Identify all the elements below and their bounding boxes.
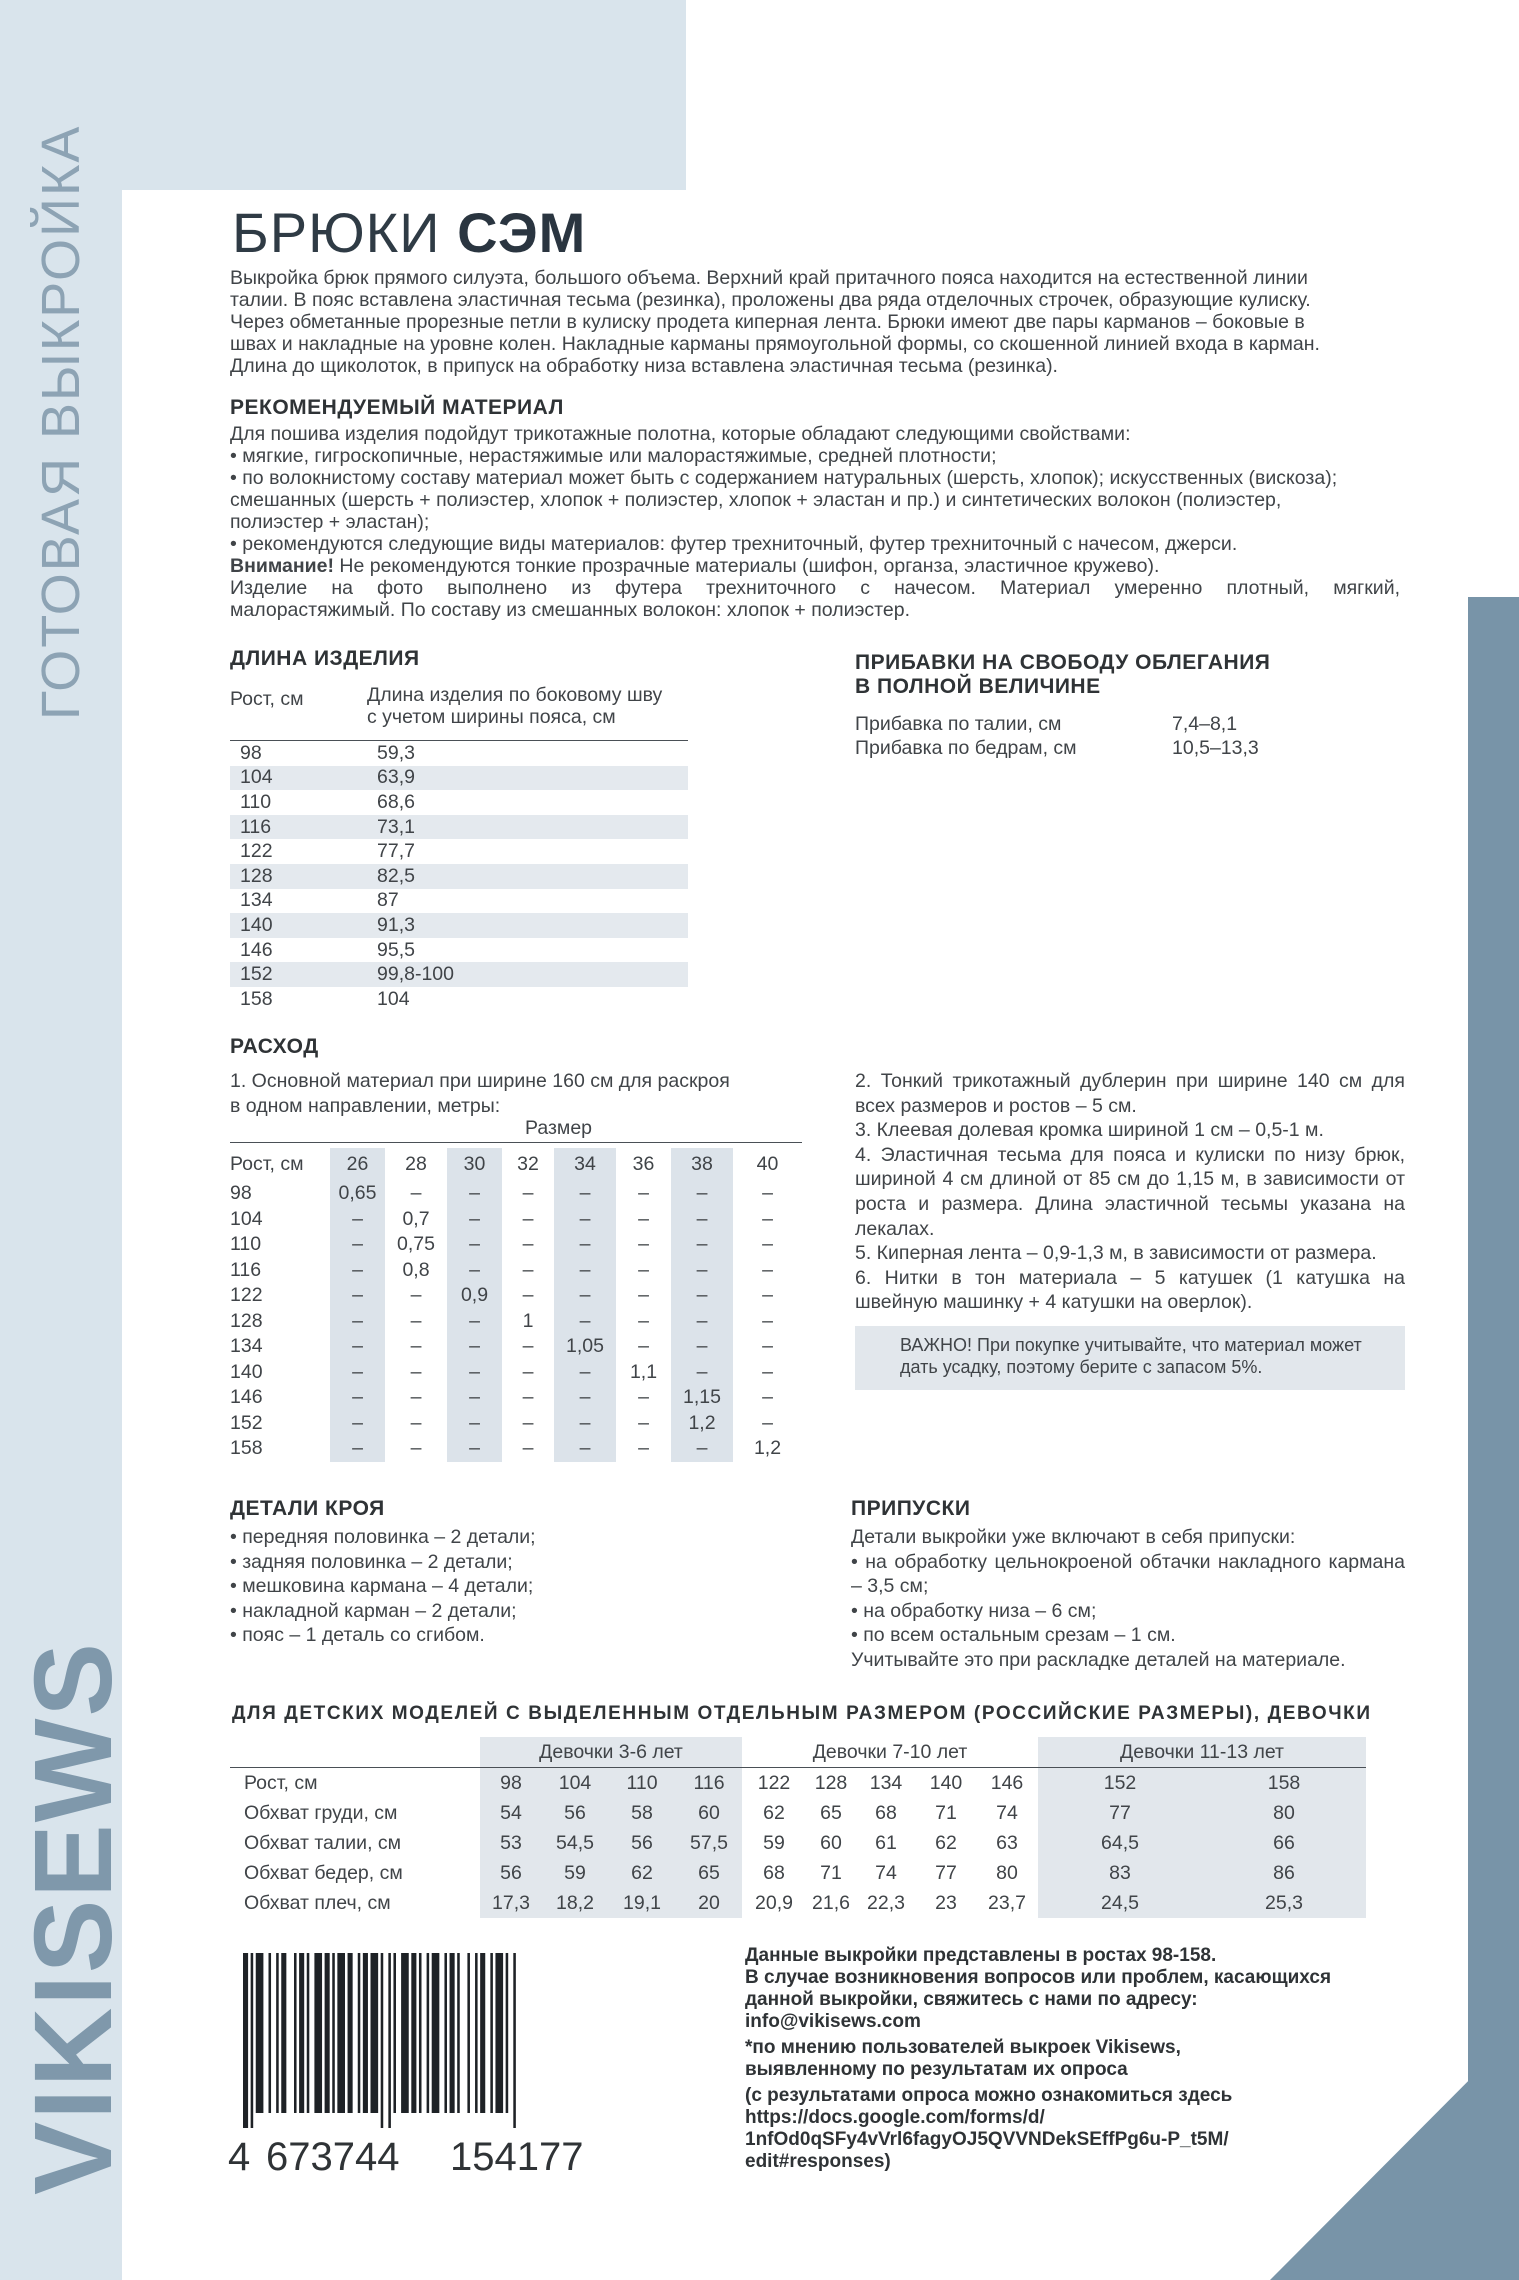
barcode-digits-left: 673744 <box>266 2135 400 2179</box>
ease-heading: ПРИБАВКИ НА СВОБОДУ ОБЛЕГАНИЯ В ПОЛНОЙ ВЕЛИЧИНЕ <box>855 651 1271 698</box>
sizes-row <box>230 1768 1366 1799</box>
consumption-value-cell: – <box>410 1335 422 1358</box>
consumption-value-cell: – <box>330 1360 385 1386</box>
consumption-value-cell: – <box>671 1207 733 1233</box>
consumption-value-cell: – <box>447 1207 502 1233</box>
consumption-value-cell: – <box>522 1258 534 1281</box>
consumption-row <box>230 1334 802 1360</box>
consumption-value-cell: – <box>671 1334 733 1360</box>
consumption-value-cell: – <box>410 1182 422 1205</box>
consumption-value-cell: – <box>671 1309 733 1335</box>
length-row <box>230 889 688 914</box>
sizes-value-cell: 25,3 <box>1202 1888 1366 1918</box>
consumption-row <box>230 1385 802 1411</box>
consumption-value-cell: – <box>638 1386 649 1409</box>
length-height-cell: 104 <box>230 766 367 791</box>
consumption-row <box>230 1436 802 1462</box>
barcode-bar <box>381 1953 384 2128</box>
consumption-value-cell: – <box>522 1411 534 1434</box>
sizes-value-cell: 104 <box>542 1768 608 1799</box>
consumption-height-cell: 146 <box>230 1386 263 1409</box>
sizes-row-label: Обхват груди, см <box>244 1801 398 1824</box>
consumption-value-cell: – <box>638 1309 649 1332</box>
length-value-cell: 87 <box>377 889 399 912</box>
consumption-height-cell: 116 <box>230 1258 262 1281</box>
ease-waist-value: 7,4–8,1 <box>1172 713 1238 735</box>
length-row <box>230 913 688 938</box>
details-list: • передняя половинка – 2 детали; • задняя половинка – 2 детали; • мешковина кармана – 4 детали; • накладной карман – 2 детали; • пояс – 1 деталь со сгибом. <box>230 1526 536 1647</box>
consumption-size-header: 40 <box>756 1153 779 1175</box>
length-row <box>230 938 688 963</box>
barcode-bar <box>371 1953 379 2113</box>
consumption-value-cell: – <box>671 1283 733 1309</box>
side-title: ГОТОВАЯ ВЫКРОЙКА <box>31 124 91 720</box>
consumption-value-cell: – <box>762 1182 773 1205</box>
consumption-value-cell: – <box>554 1207 616 1233</box>
barcode-bar <box>432 1953 440 2113</box>
length-value-cell: 73,1 <box>367 815 688 840</box>
length-col-length: Длина изделия по боковому шву с учетом ширины пояса, см <box>367 684 663 728</box>
consumption-header-row <box>230 1148 802 1181</box>
material-heading: РЕКОМЕНДУЕМЫЙ МАТЕРИАЛ <box>230 396 564 419</box>
consumption-value-cell: – <box>522 1386 534 1409</box>
consumption-value-cell: – <box>554 1232 616 1258</box>
ease-hip-label: Прибавка по бедрам, см <box>855 737 1077 759</box>
sizes-value-cell: 23 <box>935 1891 957 1914</box>
barcode-bar <box>251 1953 254 2128</box>
sizes-value-cell: 116 <box>676 1768 742 1799</box>
consumption-value-cell: – <box>554 1283 616 1309</box>
consumption-value-cell: – <box>522 1335 534 1358</box>
length-value-cell: 59,3 <box>367 741 688 766</box>
consumption-value-cell: – <box>330 1436 385 1462</box>
consumption-row <box>230 1232 802 1258</box>
sizes-row-label: Рост, см <box>244 1771 318 1794</box>
consumption-value-cell: – <box>410 1284 422 1307</box>
consumption-value-cell: – <box>638 1437 649 1460</box>
consumption-table <box>230 1148 802 1462</box>
consumption-height-cell: 140 <box>230 1360 263 1383</box>
sizes-value-cell: 98 <box>480 1768 542 1799</box>
length-row <box>230 815 688 840</box>
barcode-digits-right: 154177 <box>450 2135 584 2179</box>
consumption-row <box>230 1207 802 1233</box>
barcode-bar <box>475 1953 478 2113</box>
sizes-value-cell: 80 <box>996 1861 1018 1884</box>
consumption-value-cell: – <box>522 1437 534 1460</box>
consumption-value-cell: – <box>762 1258 773 1281</box>
length-value-cell: 77,7 <box>377 840 415 863</box>
length-row <box>230 766 688 791</box>
sizes-value-cell: 77 <box>1038 1798 1202 1828</box>
consumption-value-cell: – <box>330 1309 385 1335</box>
consumption-size-header: 30 <box>447 1148 502 1181</box>
sizes-value-cell: 22,3 <box>867 1891 905 1914</box>
sizes-value-cell: 54,5 <box>542 1828 608 1858</box>
barcode-bar <box>269 1953 272 2113</box>
barcode-bar <box>411 1953 416 2113</box>
consumption-rule <box>230 1142 802 1143</box>
length-height-cell: 110 <box>240 790 272 813</box>
sizes-value-cell: 21,6 <box>812 1891 850 1914</box>
barcode-bar <box>299 1953 304 2113</box>
barcode-bar <box>480 1953 485 2113</box>
sizes-value-cell: 24,5 <box>1038 1888 1202 1918</box>
barcode <box>243 1953 603 2128</box>
sizes-value-cell: 23,7 <box>988 1891 1026 1914</box>
consumption-value-cell: – <box>638 1233 649 1256</box>
consumption-value-cell: – <box>762 1411 773 1434</box>
consumption-height-cell: 122 <box>230 1284 263 1307</box>
consumption-row <box>230 1181 802 1207</box>
ease-hip-value: 10,5–13,3 <box>1172 737 1259 759</box>
consumption-value-cell: – <box>330 1385 385 1411</box>
consumption-value-cell: 1,1 <box>629 1360 658 1383</box>
sizes-value-cell: 65 <box>820 1801 842 1824</box>
consumption-value-cell: – <box>554 1258 616 1284</box>
consumption-size-header: 32 <box>517 1153 539 1175</box>
length-value-cell: 63,9 <box>367 766 688 791</box>
sizes-row <box>230 1798 1366 1828</box>
consumption-height-cell: 104 <box>230 1207 263 1230</box>
sizes-value-cell: 64,5 <box>1038 1828 1202 1858</box>
length-row <box>230 864 688 889</box>
sizes-group-header: Девочки 3-6 лет <box>480 1737 742 1768</box>
consumption-value-cell: – <box>762 1309 773 1332</box>
page-title: БРЮКИ СЭМ <box>232 201 587 264</box>
sizes-value-cell: 18,2 <box>542 1888 608 1918</box>
consumption-value-cell: – <box>638 1335 649 1358</box>
barcode-bar <box>332 1953 335 2113</box>
consumption-value-cell: 1,15 <box>671 1385 733 1411</box>
consumption-value-cell: – <box>447 1309 502 1335</box>
consumption-value-cell: – <box>330 1258 385 1284</box>
length-row <box>230 839 688 864</box>
consumption-value-cell: – <box>554 1181 616 1207</box>
consumption-value-cell: – <box>554 1385 616 1411</box>
consumption-value-cell: – <box>671 1232 733 1258</box>
consumption-value-cell: – <box>638 1207 649 1230</box>
sizes-value-cell: 61 <box>875 1831 897 1854</box>
length-value-cell: 91,3 <box>367 913 688 938</box>
consumption-value-cell: – <box>762 1335 773 1358</box>
sizes-value-cell: 74 <box>875 1861 897 1884</box>
barcode-bar <box>401 1953 409 2113</box>
length-row <box>230 790 688 815</box>
consumption-value-cell: – <box>330 1207 385 1233</box>
consumption-row <box>230 1411 802 1437</box>
consumption-value-cell: – <box>762 1360 773 1383</box>
barcode-bar <box>457 1953 460 2113</box>
sizes-value-cell: 68 <box>875 1801 897 1824</box>
length-height-cell: 122 <box>240 840 273 863</box>
sizes-value-cell: 140 <box>929 1771 963 1794</box>
barcode-bar <box>276 1953 279 2113</box>
length-row <box>230 741 688 766</box>
consumption-value-cell: – <box>762 1284 773 1307</box>
warning-box: ВАЖНО! При покупке учитывайте, что материал может дать усадку, поэтому берите с запасом 5%. <box>855 1326 1405 1390</box>
consumption-value-cell: 1,2 <box>753 1437 782 1460</box>
length-height-cell: 134 <box>240 889 273 912</box>
length-row <box>230 987 688 1012</box>
consumption-value-cell: – <box>638 1182 649 1205</box>
footer-info: Данные выкройки представлены в ростах 98-158. В случае возникновения вопросов или проблем, касающихся данной выкройки, свяжитесь с нами по адресу: info@vikisews.com *по мнению пользователей выкроек Vikisews, выявленному по результатам их опроса (с результатами опроса можно ознакомиться здесь https://docs.google.com/forms/d/ 1nfOd0qSFy4vVrl6fagyOJ5QVVNDekSEffPg6u-P_t5M/ edit#responses) <box>745 1945 1332 2172</box>
consumption-value-cell: – <box>330 1334 385 1360</box>
sizes-value-cell: 19,1 <box>608 1888 676 1918</box>
allowances-list: Детали выкройки уже включают в себя припуски: • на обработку цельнокроеной обтачки накладного кармана – 3,5 см; • на обработку низа – 6 см; • по всем остальным срезам – 1 см. Учитывайте это при раскладке деталей на материале. <box>851 1526 1405 1671</box>
consumption-heading: РАСХОД <box>230 1035 319 1058</box>
barcode-bar <box>495 1953 503 2113</box>
sizes-value-cell: 158 <box>1202 1768 1366 1799</box>
length-height-cell: 152 <box>230 962 367 987</box>
consumption-value-cell: 0,9 <box>447 1283 502 1309</box>
sizes-value-cell: 71 <box>935 1801 957 1824</box>
consumption-height-cell: 128 <box>230 1309 263 1332</box>
consumption-value-cell: – <box>554 1309 616 1335</box>
barcode-bar <box>363 1953 368 2113</box>
sizes-value-cell: 146 <box>990 1771 1024 1794</box>
length-col-height: Рост, см <box>230 688 304 710</box>
consumption-value-cell: – <box>410 1411 422 1434</box>
sizes-value-cell: 17,3 <box>480 1888 542 1918</box>
survey-link: https://docs.google.com/forms/d/ <box>745 2107 1045 2128</box>
consumption-value-cell: – <box>671 1360 733 1386</box>
consumption-value-cell: – <box>522 1182 534 1205</box>
consumption-size-header: 38 <box>671 1148 733 1181</box>
consumption-value-cell: – <box>330 1283 385 1309</box>
barcode-bar <box>450 1953 455 2113</box>
consumption-value-cell: – <box>638 1258 649 1281</box>
length-height-cell: 128 <box>230 864 367 889</box>
consumption-value-cell: – <box>522 1233 534 1256</box>
material-text: Для пошива изделия подойдут трикотажные полотна, которые обладают следующими свойствами: • мягкие, гигроскопичные, нерастяжимые или малорастяжимые, средней плотности; • по волокнистому составу материал может быть с содержанием натуральных (шерсть, хлопок); искусственных (вискоза); смешанных (шерсть + полиэстер, хлопок + полиэстер, хлопок + эластан и пр.) и синтетических волокон (полиэстер, полиэстер + эластан); • рекомендуются следующие виды материалов: футер трехниточный, футер трехниточный с начесом, джерси. Внимание! Не рекомендуются тонкие прозрачные материалы (шифон, органза, эластичное кружево). Изделие на фото выполнено из футера трехниточного с начесом. Материал умеренно плотный, мягкий, малорастяжимый. По составу из смешанных волокон: хлопок + полиэстер. <box>230 423 1400 621</box>
consumption-size-header: 26 <box>330 1148 385 1181</box>
sizes-value-cell: 80 <box>1202 1798 1366 1828</box>
sizes-value-cell: 54 <box>480 1798 542 1828</box>
consumption-value-cell: – <box>410 1309 422 1332</box>
sizes-value-cell: 65 <box>676 1858 742 1888</box>
consumption-height-cell: 158 <box>230 1437 263 1460</box>
length-value-cell: 95,5 <box>377 938 415 961</box>
consumption-value-cell: – <box>554 1411 616 1437</box>
consumption-size-header: 28 <box>405 1153 427 1175</box>
sizes-value-cell: 56 <box>542 1798 608 1828</box>
length-height-cell: 146 <box>240 938 273 961</box>
consumption-height-cell: 134 <box>230 1335 263 1358</box>
barcode-bar <box>427 1953 430 2113</box>
consumption-intro: 1. Основной материал при ширине 160 см для раскроя в одном направлении, метры: <box>230 1070 730 1117</box>
consumption-value-cell: – <box>522 1360 534 1383</box>
length-height-cell: 140 <box>230 913 367 938</box>
length-table <box>230 740 688 1012</box>
consumption-value-cell: 1,05 <box>554 1334 616 1360</box>
sizes-value-cell: 62 <box>935 1831 957 1854</box>
sizes-group-header: Девочки 11-13 лет <box>1038 1737 1366 1768</box>
sizes-value-cell: 152 <box>1038 1768 1202 1799</box>
sizes-value-cell: 134 <box>869 1771 903 1794</box>
consumption-value-cell: – <box>410 1437 422 1460</box>
barcode-bar <box>358 1953 361 2113</box>
consumption-value-cell: – <box>671 1258 733 1284</box>
sizes-heading: ДЛЯ ДЕТСКИХ МОДЕЛЕЙ С ВЫДЕЛЕННЫМ ОТДЕЛЬНЫМ РАЗМЕРОМ (РОССИЙСКИЕ РАЗМЕРЫ), ДЕВОЧКИ <box>232 1703 1372 1724</box>
consumption-value-cell: – <box>447 1181 502 1207</box>
size-label: Размер <box>525 1117 593 1139</box>
consumption-value-cell: 0,7 <box>402 1207 430 1230</box>
allowances-heading: ПРИПУСКИ <box>851 1497 971 1520</box>
contact-email: info@vikisews.com <box>745 2011 921 2032</box>
consumption-value-cell: – <box>554 1360 616 1386</box>
consumption-value-cell: – <box>447 1411 502 1437</box>
consumption-value-cell: 0,65 <box>330 1181 385 1207</box>
ease-waist-label: Прибавка по талии, см <box>855 713 1062 735</box>
consumption-row <box>230 1360 802 1386</box>
brand-logo: VIKISEWS <box>12 1641 135 2195</box>
sizes-value-cell: 59 <box>542 1858 608 1888</box>
sizes-value-cell: 68 <box>763 1861 785 1884</box>
intro-text: Выкройка брюк прямого силуэта, большого объема. Верхний край притачного пояса находится на естественной линии талии. В пояс вставлена эластичная тесьма (резинка), проложены два ряда отделочных строчек, образующие кулиску. Через обметанные прорезные петли в кулиску продета киперная лента. Брюки имеют две пары карманов – боковые в швах и накладные на уровне колен. Накладные карманы прямоугольной формы, со скошенной линией входа в карман. Длина до щиколоток, в припуск на обработку низа вставлена эластичная тесьма (резинка). <box>230 267 1320 377</box>
details-heading: ДЕТАЛИ КРОЯ <box>230 1497 385 1520</box>
barcode-bar <box>490 1953 493 2113</box>
sizes-group-row <box>230 1737 1366 1768</box>
consumption-row-label: Рост, см <box>230 1153 304 1175</box>
barcode-bar <box>281 1953 286 2113</box>
sizes-value-cell: 122 <box>757 1771 791 1794</box>
consumption-value-cell: 0,8 <box>402 1258 430 1281</box>
length-heading: ДЛИНА ИЗДЕЛИЯ <box>230 647 420 670</box>
barcode-bar <box>307 1953 310 2113</box>
length-height-cell: 98 <box>230 741 367 766</box>
consumption-height-cell: 152 <box>230 1411 263 1434</box>
consumption-height-cell: 110 <box>230 1233 262 1256</box>
length-height-cell: 116 <box>230 815 367 840</box>
sizes-row <box>230 1888 1366 1918</box>
sizes-value-cell: 128 <box>814 1771 848 1794</box>
length-value-cell: 82,5 <box>367 864 688 889</box>
length-value-cell: 99,8-100 <box>367 962 688 987</box>
consumption-value-cell: – <box>762 1386 773 1409</box>
consumption-value-cell: 1,2 <box>671 1411 733 1437</box>
consumption-value-cell: – <box>638 1284 649 1307</box>
consumption-row <box>230 1258 802 1284</box>
barcode-bar <box>388 1953 391 2128</box>
sizes-table <box>230 1737 1366 1918</box>
consumption-value-cell: – <box>638 1411 649 1434</box>
sizes-row-label: Обхват плеч, см <box>244 1891 391 1914</box>
length-value-cell: 104 <box>377 987 410 1010</box>
length-height-cell: 158 <box>240 987 273 1010</box>
consumption-value-cell: – <box>554 1436 616 1462</box>
sizes-value-cell: 56 <box>480 1858 542 1888</box>
consumption-row <box>230 1283 802 1309</box>
consumption-value-cell: 0,75 <box>397 1233 435 1256</box>
length-value-cell: 68,6 <box>377 790 415 813</box>
sizes-value-cell: 77 <box>935 1861 957 1884</box>
consumption-value-cell: – <box>447 1232 502 1258</box>
consumption-value-cell: – <box>447 1360 502 1386</box>
consumption-value-cell: – <box>330 1232 385 1258</box>
barcode-bar <box>506 1953 509 2113</box>
barcode-bar <box>325 1953 330 2113</box>
sizes-row <box>230 1828 1366 1858</box>
consumption-value-cell: – <box>410 1386 422 1409</box>
barcode-bar <box>444 1953 447 2113</box>
barcode-bar <box>419 1953 422 2113</box>
consumption-size-header: 34 <box>554 1148 616 1181</box>
consumption-row <box>230 1309 802 1335</box>
barcode-bar <box>393 1953 396 2113</box>
barcode-bar <box>294 1953 297 2113</box>
consumption-value-cell: – <box>410 1360 422 1383</box>
sizes-row-label: Обхват бедер, см <box>244 1861 403 1884</box>
sizes-row <box>230 1858 1366 1888</box>
barcode-bar <box>348 1953 353 2113</box>
consumption-value-cell: – <box>330 1411 385 1437</box>
barcode-bar <box>314 1953 322 2113</box>
sizes-value-cell: 20,9 <box>755 1891 793 1914</box>
consumption-value-cell: – <box>762 1233 773 1256</box>
sizes-value-cell: 60 <box>676 1798 742 1828</box>
consumption-value-cell: – <box>671 1181 733 1207</box>
sizes-value-cell: 20 <box>676 1888 742 1918</box>
sizes-value-cell: 56 <box>608 1828 676 1858</box>
sizes-value-cell: 53 <box>480 1828 542 1858</box>
sizes-value-cell: 71 <box>820 1861 842 1884</box>
consumption-value-cell: – <box>522 1207 534 1230</box>
barcode-bar <box>256 1953 264 2113</box>
sizes-value-cell: 74 <box>996 1801 1018 1824</box>
sizes-value-cell: 86 <box>1202 1858 1366 1888</box>
consumption-value-cell: – <box>447 1258 502 1284</box>
sizes-value-cell: 62 <box>608 1858 676 1888</box>
barcode-bar <box>513 1953 516 2128</box>
barcode-bar <box>337 1953 345 2113</box>
sizes-value-cell: 59 <box>763 1831 785 1854</box>
consumption-size-header: 36 <box>632 1153 655 1175</box>
consumption-value-cell: – <box>671 1436 733 1462</box>
consumption-value-cell: – <box>762 1207 773 1230</box>
right-band <box>1468 597 1519 2280</box>
sizes-value-cell: 58 <box>608 1798 676 1828</box>
sizes-value-cell: 66 <box>1202 1828 1366 1858</box>
sizes-value-cell: 62 <box>763 1801 785 1824</box>
sizes-group-header: Девочки 7-10 лет <box>812 1740 968 1763</box>
sizes-corner <box>230 1737 480 1768</box>
consumption-value-cell: – <box>447 1334 502 1360</box>
sizes-row-label: Обхват талии, см <box>244 1831 402 1854</box>
consumption-value-cell: – <box>522 1284 534 1307</box>
consumption-height-cell: 98 <box>230 1182 252 1205</box>
sizes-value-cell: 63 <box>996 1831 1018 1854</box>
barcode-digit-first: 4 <box>228 2135 251 2179</box>
consumption-value-cell: 1 <box>522 1309 534 1332</box>
consumption-value-cell: – <box>447 1436 502 1462</box>
consumption-value-cell: – <box>447 1385 502 1411</box>
consumption-items: 2. Тонкий трикотажный дублерин при ширине 140 см для всех размеров и ростов – 5 см. 3. Клеевая долевая кромка шириной 1 см – 0,5-1 м. 4. Эластичная тесьма для пояса и кулиски по низу брюк, шириной 4 см длиной от 85 см до 1,15 м, в зависимости от роста и размера. Длина эластичной тесьмы указана на лекалах. 5. Киперная лента – 0,9-1,3 м, в зависимости от размера. 6. Нитки в тон материала – 5 катушек (1 катушка на швейную машинку + 4 катушки на оверлок). <box>855 1070 1405 1314</box>
sizes-value-cell: 110 <box>608 1768 676 1799</box>
barcode-bar <box>243 1953 248 2128</box>
sizes-value-cell: 83 <box>1038 1858 1202 1888</box>
sizes-value-cell: 60 <box>820 1831 842 1854</box>
sizes-value-cell: 57,5 <box>676 1828 742 1858</box>
barcode-bar <box>467 1953 470 2113</box>
length-row <box>230 962 688 987</box>
